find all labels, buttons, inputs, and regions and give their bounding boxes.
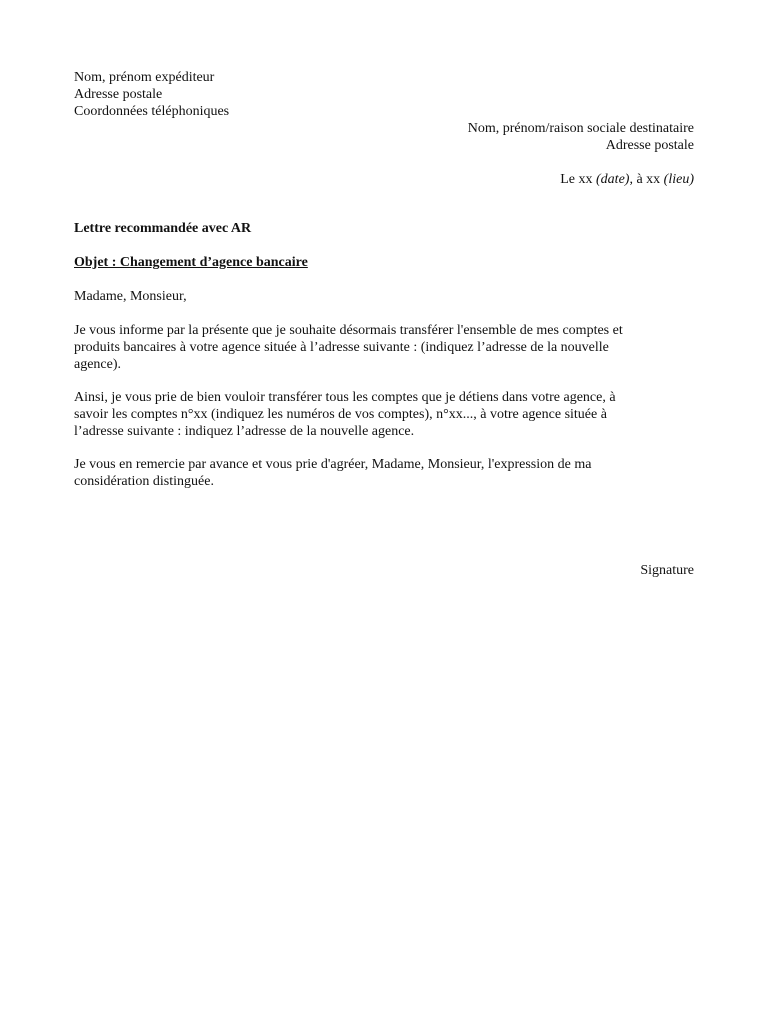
paragraph-closing — [74, 456, 696, 490]
date-prefix: Le xx — [560, 172, 597, 187]
signature: Signature — [640, 563, 694, 578]
paragraph-transfer-request — [74, 322, 696, 373]
paragraph-line: produits bancaires à votre agence située à l’adresse suivante : (indiquez l’adresse de la nouvelle — [74, 340, 609, 355]
paragraph-line: Ainsi, je vous prie de bien vouloir transférer tous les comptes que je détiens dans votre agence, à — [74, 390, 616, 405]
place-placeholder: (lieu) — [663, 172, 694, 187]
recipient-address: Adresse postale — [605, 138, 694, 153]
mail-type: Lettre recommandée avec AR — [74, 221, 252, 236]
sender-phone: Coordonnées téléphoniques — [74, 104, 230, 119]
paragraph-line: savoir les comptes n°xx (indiquez les numéros de vos comptes), n°xx..., à votre agence située à — [74, 407, 607, 422]
paragraph-line: Je vous en remercie par avance et vous prie d'agréer, Madame, Monsieur, l'expression de ma — [74, 457, 592, 472]
salutation: Madame, Monsieur, — [74, 289, 187, 304]
date-line — [560, 171, 694, 188]
paragraph-accounts — [74, 389, 696, 440]
sender-address: Adresse postale — [74, 87, 163, 102]
paragraph-line: Je vous informe par la présente que je souhaite désormais transférer l'ensemble de mes comptes et — [74, 323, 623, 338]
recipient-name: Nom, prénom/raison sociale destinataire — [467, 121, 694, 136]
paragraph-line: considération distinguée. — [74, 474, 214, 489]
paragraph-line: agence). — [74, 357, 122, 372]
paragraph-line: l’adresse suivante : indiquez l’adresse de la nouvelle agence. — [74, 424, 415, 439]
date-middle: , à xx — [629, 172, 664, 187]
subject-line: Objet : Changement d’agence bancaire — [74, 255, 308, 270]
date-placeholder: (date) — [596, 172, 630, 187]
sender-name: Nom, prénom expéditeur — [74, 70, 215, 85]
